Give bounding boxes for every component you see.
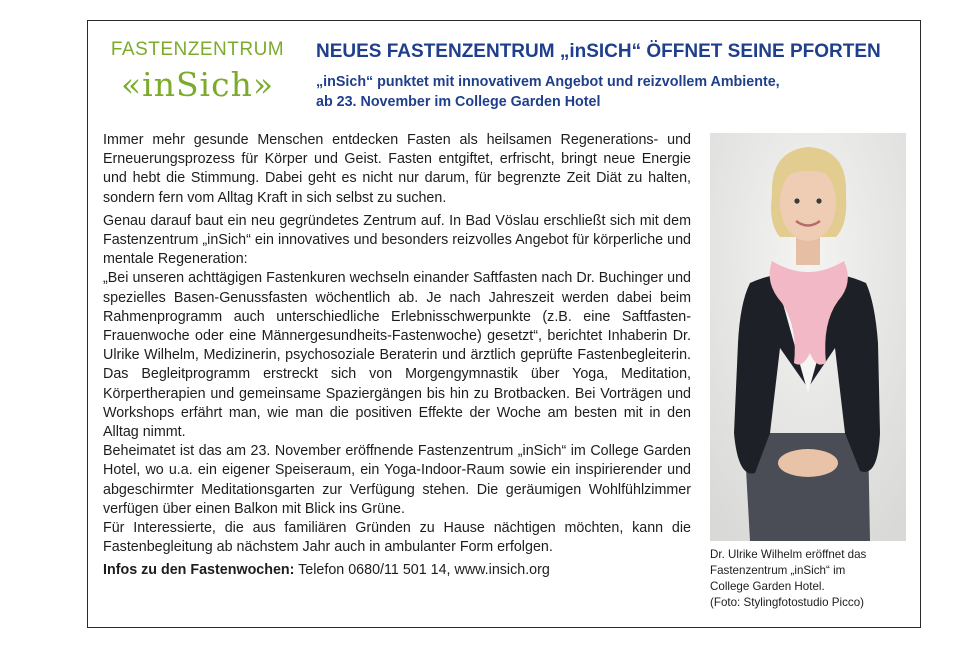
paragraph-5: Für Interessierte, die aus familiären Gründen zu Hause nächtigen möchten, kann die Fastenbegleitung ab nächstem Jahr auch in ambulanter Form erfolgen. <box>103 520 691 556</box>
article-subline <box>316 72 906 112</box>
caption-line-1: Dr. Ulrike Wilhelm eröffnet das <box>710 548 867 561</box>
info-line <box>103 561 691 580</box>
paragraph-2: Genau darauf baut ein neu gegründetes Zentrum auf. In Bad Vöslau erschließt sich mit dem Fastenzentrum „inSich“ ein innovatives und besonders reizvolles Angebot für körperliche und mentale Regeneration: <box>103 212 691 268</box>
hands <box>778 449 838 477</box>
face <box>780 165 836 241</box>
subline-line-1: „inSich“ punktet mit innovativem Angebot und reizvollem Ambiente, <box>316 74 780 90</box>
subline-line-2: ab 23. November im College Garden Hotel <box>316 94 601 110</box>
info-label: Infos zu den Fastenwochen: <box>103 562 295 579</box>
article-headline: NEUES FASTENZENTRUM „inSICH“ ÖFFNET SEINE PFORTEN <box>316 41 881 62</box>
caption-line-2: Fastenzentrum „inSich“ im <box>710 564 846 577</box>
paragraph-1: Immer mehr gesunde Menschen entdecken Fasten als heilsamen Regenerations- und Erneuerungsprozess für Körper und Geist. Fasten entgiftet, erfrischt, bringt neue Energie und hebt die Stimmung. Dabei geht es nicht nur darum, für begrenzte Zeit Diät zu halten, sondern fern vom Alltag Kraft in sich selbst zu suchen. <box>103 132 691 206</box>
fastenzentrum-logo <box>110 40 285 104</box>
article-body <box>103 131 691 581</box>
paragraph-4: Beheimatet ist das am 23. November eröffnende Fastenzentrum „inSich“ im College Garden Hotel, wo u.a. ein eigener Speiseraum, ein Yoga-Indoor-Raum sowie ein inspirierender und abgeschirmter Meditationsgarten zur Verfügung stehen. Die geräumigen Wohlfühlzimmer verfügen über einen Balkon mit Blick ins Grüne. <box>103 443 691 517</box>
eye-left <box>794 198 799 203</box>
paragraph-3: „Bei unseren achttägigen Fastenkuren wechseln einander Saftfasten nach Dr. Buchinger und spezielles Basen-Genussfasten wöchentlich ab. Je nach Jahreszeit werden dabei beim Rahmenprogramm auch unterschiedliche Erlebnisschwerpunkte (z.B. eine Saftfasten-Frauenwoche oder eine Männergesundheits-Fastenwoche) gesetzt“, berichtet Inhaberin Dr. Ulrike Wilhelm, Medizinerin, psychosoziale Beraterin und ärztlich geprüfte Fastenbegleiterin. Das Begleitprogramm erstreckt sich von Morgengymnastik über Yoga, Meditation, Körpertherapien und gemeinsame Spaziergängen bis hin zu Brotbacken. Bei Vorträgen und Workshops erfährt man, wie man die positiven Effekte der Woche am besten mit in den Alltag nimmt. <box>103 270 691 441</box>
logo-line-1: FASTENZENTRUM <box>110 39 285 60</box>
logo-line-2: «inSich» <box>120 65 275 104</box>
caption-line-4: (Foto: Stylingfotostudio Picco) <box>710 596 865 609</box>
info-contact: Telefon 0680/11 501 14, www.insich.org <box>294 562 550 579</box>
portrait-photo <box>710 133 906 541</box>
caption-line-3: College Garden Hotel. <box>710 580 825 593</box>
eye-right <box>816 198 821 203</box>
photo-caption <box>710 547 915 611</box>
